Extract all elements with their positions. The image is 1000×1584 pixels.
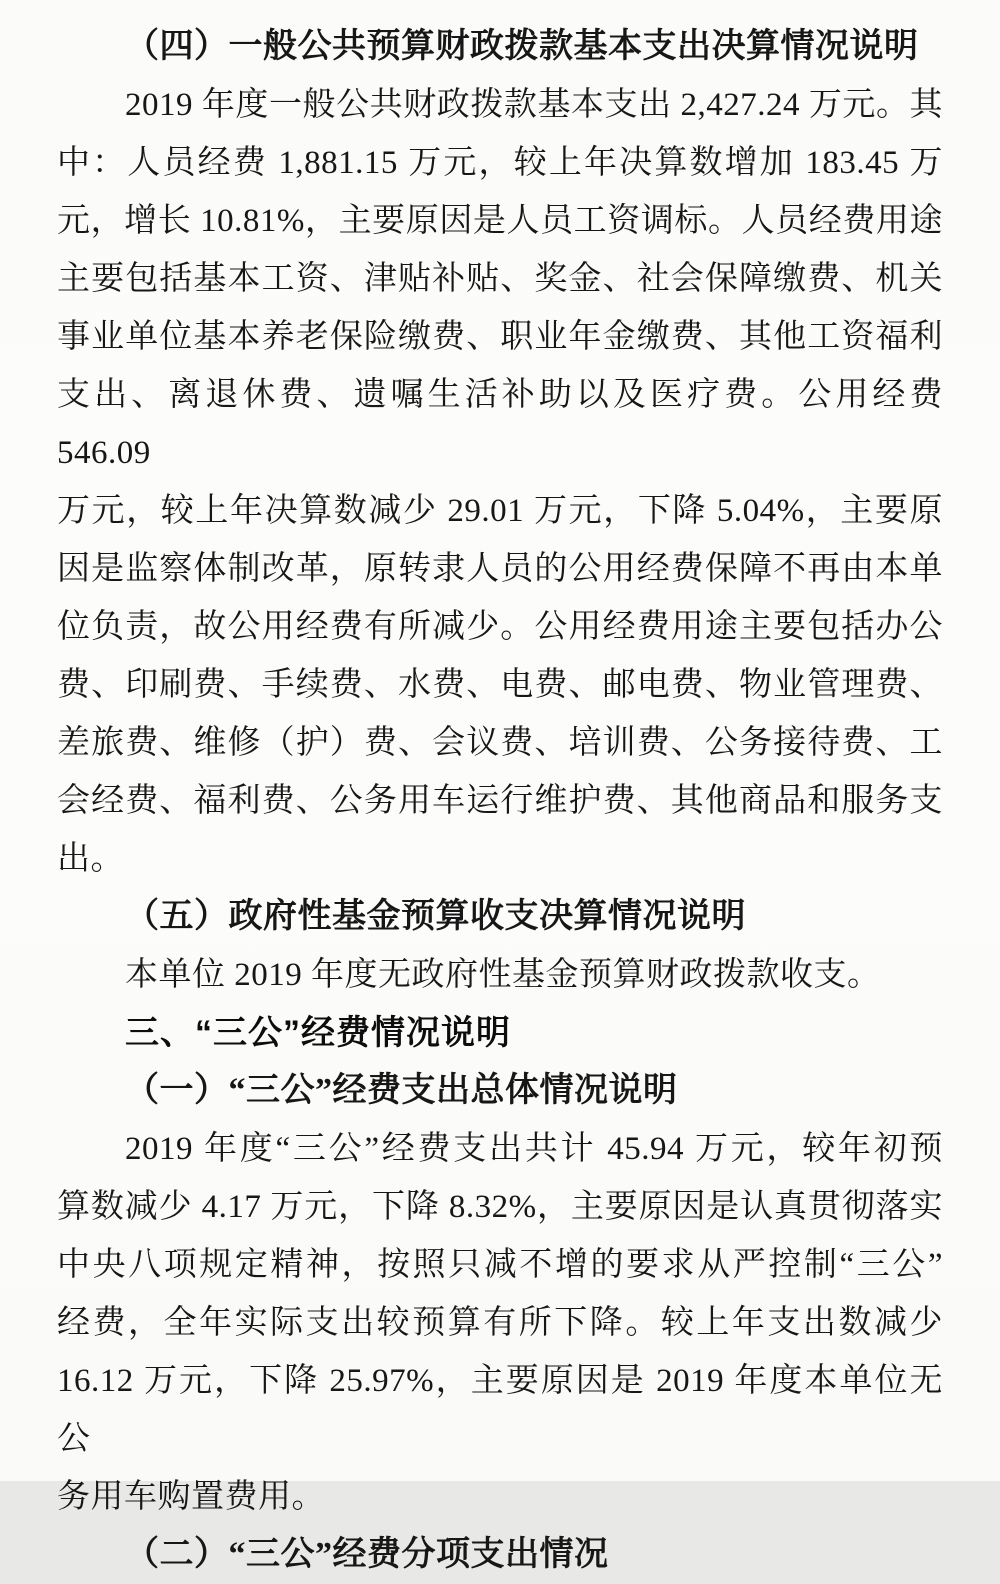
section-heading: 三、“三公”经费情况说明 — [125, 1014, 511, 1052]
section-heading: （五）政府性基金预算收支决算情况说明 — [125, 898, 746, 935]
text-line: 算数减少 4.17 万元，下降 8.32%，主要原因是认真贯彻落实 — [57, 1189, 943, 1225]
text-line: 事业单位基本养老保险缴费、职业年金缴费、其他工资福利 — [57, 319, 943, 355]
text-line: 元，增长 10.81%，主要原因是人员工资调标。人员经费用途 — [57, 203, 943, 239]
text-line: 位负责，故公用经费有所减少。公用经费用途主要包括办公 — [57, 609, 943, 645]
section-heading: （四）一般公共预算财政拨款基本支出决算情况说明 — [125, 28, 919, 65]
text-line: 中央八项规定精神，按照只减不增的要求从严控制“三公” — [57, 1247, 943, 1283]
text-line: 因是监察体制改革，原转隶人员的公用经费保障不再由本单 — [57, 551, 943, 587]
section-heading: （一）“三公”经费支出总体情况说明 — [125, 1072, 678, 1109]
text-line: 2019 年度一般公共财政拨款基本支出 2,427.24 万元。其 — [125, 87, 943, 123]
text-line: 本单位 2019 年度无政府性基金预算财政拨款收支。 — [125, 957, 881, 993]
text-line: 万元，较上年决算数减少 29.01 万元，下降 5.04%，主要原 — [57, 493, 943, 529]
text-line: 会经费、福利费、公务用车运行维护费、其他商品和服务支 — [57, 783, 943, 819]
text-line: 16.12 万元，下降 25.97%，主要原因是 2019 年度本单位无公 — [57, 1363, 943, 1457]
text-line: 中：人员经费 1,881.15 万元，较上年决算数增加 183.45 万 — [57, 145, 943, 181]
text-line: 出。 — [57, 841, 124, 877]
text-line: 务用车购置费用。 — [57, 1479, 325, 1515]
text-line: 2019 年度“三公”经费支出共计 45.94 万元，较年初预 — [125, 1131, 943, 1167]
text-line: 费、印刷费、手续费、水费、电费、邮电费、物业管理费、 — [57, 667, 943, 703]
text-line: 差旅费、维修（护）费、会议费、培训费、公务接待费、工 — [57, 725, 943, 761]
section-heading: （二）“三公”经费分项支出情况 — [125, 1536, 609, 1573]
text-line: 经费，全年实际支出较预算有所下降。较上年支出数减少 — [57, 1305, 943, 1341]
text-line: 主要包括基本工资、津贴补贴、奖金、社会保障缴费、机关 — [57, 261, 943, 297]
text-line: 支出、离退休费、遗嘱生活补助以及医疗费。公用经费 546.09 — [57, 377, 943, 471]
